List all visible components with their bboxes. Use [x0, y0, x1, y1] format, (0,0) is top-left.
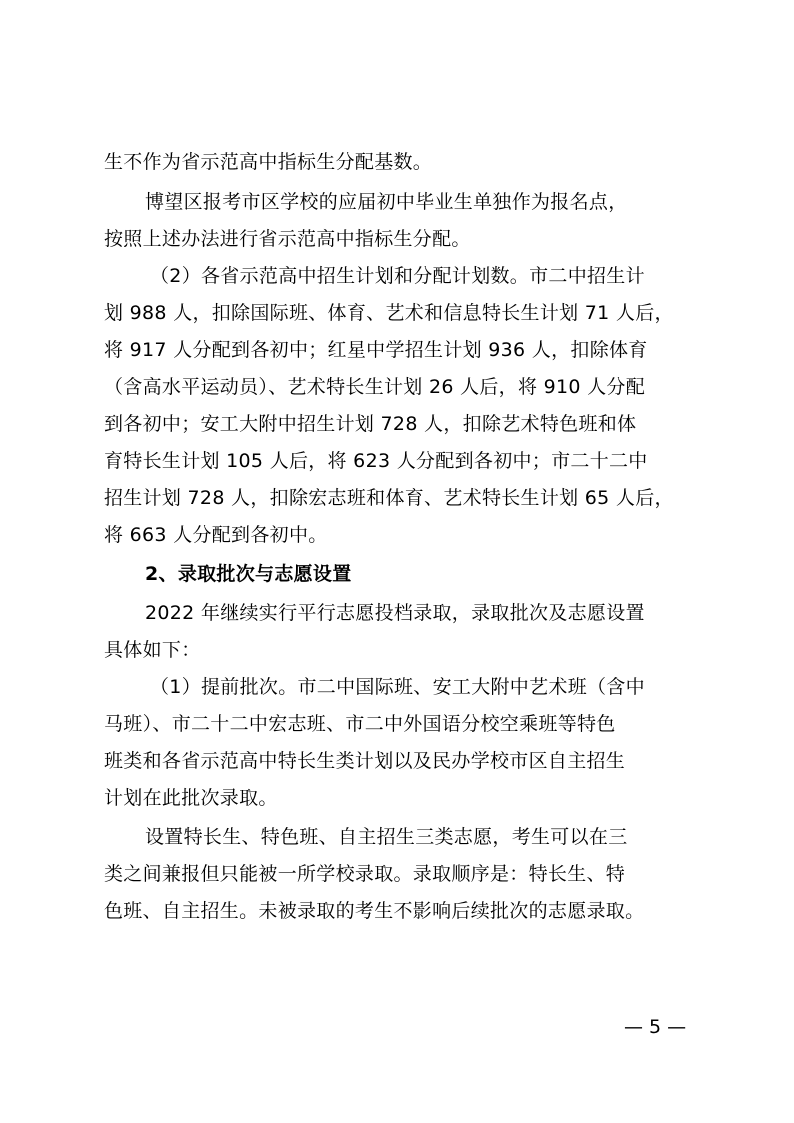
- text-line: 招生计划 728 人，扣除宏志班和体育、艺术特长生计划 65 人后，: [104, 487, 674, 509]
- text-line: 育特长生计划 105 人后，将 623 人分配到各初中；市二十二中: [104, 450, 648, 472]
- section-heading: 2、录取批次与志愿设置: [145, 563, 352, 585]
- text-line: 将 663 人分配到各初中。: [104, 524, 328, 546]
- paragraph-first-line: （1）提前批次。市二中国际班、安工大附中艺术班（含中: [150, 676, 645, 698]
- paragraph-first-line: 2022 年继续实行平行志愿投档录取，录取批次及志愿设置: [145, 602, 645, 624]
- text-line: 马班）、市二十二中宏志班、市二中外国语分校空乘班等特色: [104, 713, 616, 735]
- paragraph-first-line: 博望区报考市区学校的应届初中毕业生单独作为报名点，: [145, 191, 628, 213]
- text-line: 按照上述办法进行省示范高中指标生分配。: [104, 228, 471, 250]
- text-line: 具体如下：: [104, 639, 201, 661]
- text-line: 到各初中；安工大附中招生计划 728 人，扣除艺术特色班和体: [104, 413, 637, 435]
- paragraph-first-line: 设置特长生、特色班、自主招生三类志愿，考生可以在三: [145, 826, 628, 848]
- page-number: — 5 —: [624, 1016, 687, 1038]
- text-line: 生不作为省示范高中指标生分配基数。: [104, 151, 433, 173]
- text-line: 类之间兼报但只能被一所学校录取。录取顺序是：特长生、特: [104, 863, 626, 885]
- text-line: 将 917 人分配到各初中；红星中学招生计划 936 人，扣除体育: [104, 339, 648, 361]
- text-line: （含高水平运动员）、艺术特长生计划 26 人后，将 910 人分配: [104, 376, 646, 398]
- text-line: 划 988 人，扣除国际班、体育、艺术和信息特长生计划 71 人后，: [104, 302, 674, 324]
- text-line: 计划在此批次录取。: [104, 787, 278, 809]
- text-line: 班类和各省示范高中特长生类计划以及民办学校市区自主招生: [104, 750, 626, 772]
- paragraph-first-line: （2）各省示范高中招生计划和分配计划数。市二中招生计: [150, 265, 645, 287]
- text-line: 色班、自主招生。未被录取的考生不影响后续批次的志愿录取。: [104, 900, 645, 922]
